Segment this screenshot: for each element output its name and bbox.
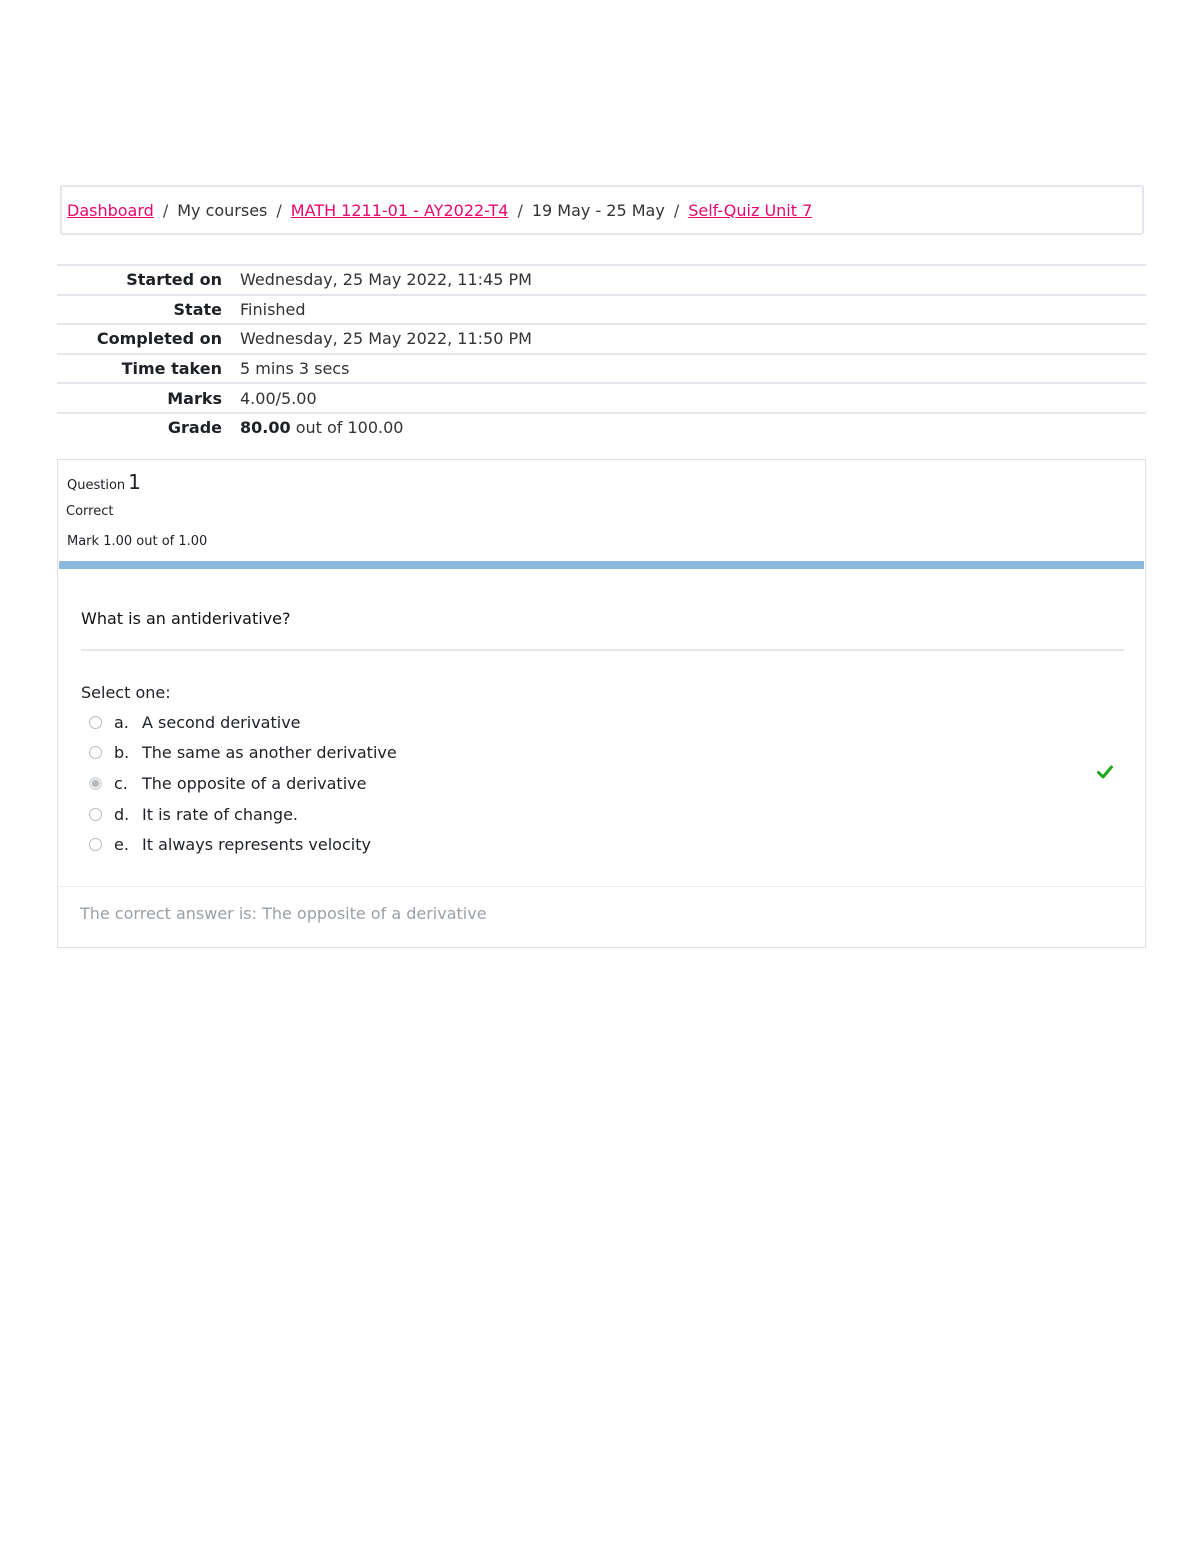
grade-value (222, 418, 403, 437)
marks-value: 4.00/5.00 (240, 388, 317, 408)
breadcrumb-separator: / (673, 200, 680, 220)
summary-row-state (57, 294, 1146, 324)
state-label: State (173, 299, 222, 319)
answer-text: The same as another derivative (142, 742, 397, 762)
summary-row-time (57, 353, 1146, 383)
breadcrumb-course-link[interactable]: MATH 1211-01 - AY2022-T4 (290, 200, 509, 220)
state-value: Finished (240, 299, 306, 319)
correct-answer-feedback: The correct answer is: The opposite of a derivative (80, 904, 487, 923)
answer-text: It always represents velocity (142, 834, 371, 854)
answer-letter: a. (114, 712, 129, 732)
answer-prompt: Select one: (81, 683, 171, 702)
time-value: 5 mins 3 secs (240, 359, 350, 379)
grade-score: 80.00 (240, 418, 291, 438)
answer-option-d[interactable] (89, 802, 298, 826)
grade-label: Grade (167, 418, 222, 438)
breadcrumb-separator: / (517, 200, 523, 220)
summary-row-started (57, 264, 1146, 294)
question-state: Correct (66, 504, 114, 519)
question-number (67, 470, 141, 494)
radio-button[interactable] (89, 838, 102, 851)
breadcrumb-my-courses: My courses (177, 200, 268, 220)
answer-option-c[interactable] (89, 771, 366, 795)
answer-text: The opposite of a derivative (142, 773, 367, 793)
grade-out-of: out of 100.00 (295, 418, 404, 438)
started-label: Started on (126, 270, 222, 290)
question-card (57, 459, 1146, 948)
answer-text: A second derivative (142, 712, 301, 732)
answer-letter: b. (114, 742, 130, 762)
breadcrumb-dashboard-link[interactable]: Dashboard (67, 200, 154, 220)
divider (58, 886, 1145, 887)
time-label: Time taken (121, 359, 222, 379)
question-label: Question (67, 478, 126, 493)
summary-row-marks (57, 382, 1146, 412)
breadcrumb-week: 19 May - 25 May (531, 200, 665, 220)
answer-letter: c. (114, 773, 128, 793)
answer-option-e[interactable] (89, 832, 371, 856)
question-grade: Mark 1.00 out of 1.00 (67, 534, 208, 549)
summary-row-completed (57, 323, 1146, 353)
divider (81, 649, 1124, 651)
breadcrumb (60, 185, 1144, 235)
answer-letter: d. (114, 804, 130, 824)
answer-letter: e. (114, 834, 129, 854)
marks-label: Marks (167, 388, 222, 408)
started-value: Wednesday, 25 May 2022, 11:45 PM (240, 270, 532, 290)
radio-button[interactable] (89, 746, 102, 759)
summary-row-grade (57, 412, 1146, 442)
breadcrumb-separator: / (162, 200, 169, 220)
radio-button-selected[interactable] (89, 777, 102, 790)
check-icon (1097, 765, 1113, 779)
answer-option-b[interactable] (89, 740, 397, 764)
question-text: What is an antiderivative? (81, 609, 291, 628)
completed-label: Completed on (96, 329, 222, 349)
answer-text: It is rate of change. (142, 804, 299, 824)
breadcrumb-separator: / (276, 200, 282, 220)
radio-button[interactable] (89, 808, 102, 821)
question-number-value: 1 (128, 470, 141, 494)
completed-value: Wednesday, 25 May 2022, 11:50 PM (240, 329, 532, 349)
radio-button[interactable] (89, 716, 102, 729)
question-formulation (59, 561, 1144, 886)
answer-option-a[interactable] (89, 710, 301, 734)
breadcrumb-quiz-link[interactable]: Self-Quiz Unit 7 (688, 200, 813, 220)
quiz-summary-table (57, 264, 1146, 442)
